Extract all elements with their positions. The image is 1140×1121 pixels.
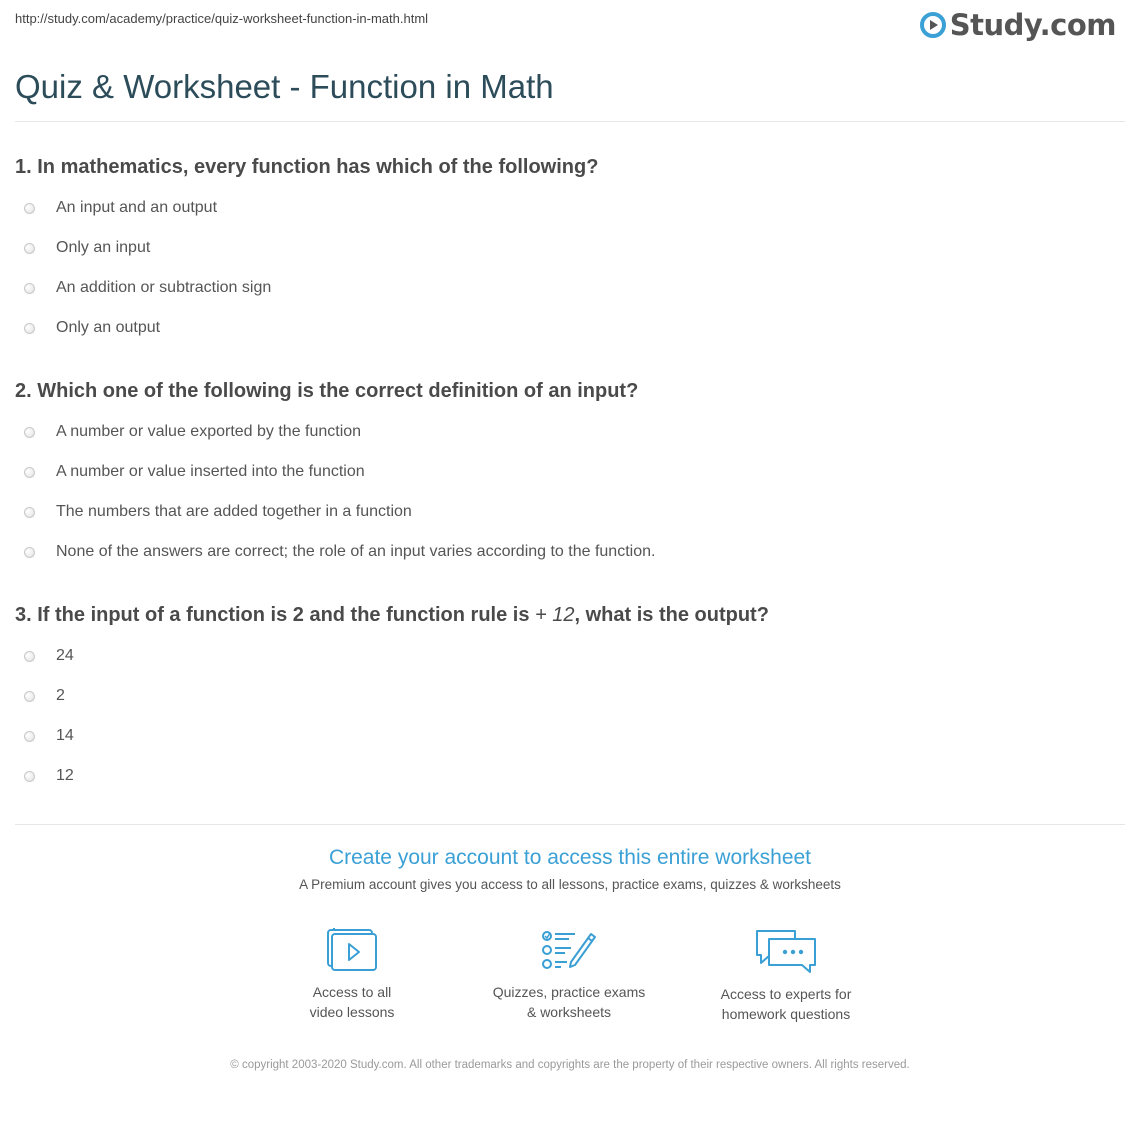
play-circle-icon	[920, 12, 946, 38]
feature-quizzes	[469, 928, 669, 1022]
answer-options	[15, 412, 1125, 572]
question-text: 2. Which one of the following is the correct definition of an input?	[15, 380, 639, 402]
answer-option[interactable]	[15, 532, 1125, 572]
feature-label-line: Access to experts for	[720, 986, 852, 1002]
answer-label: Only an output	[56, 319, 161, 336]
chat-bubbles-icon	[754, 928, 818, 974]
source-url: http://study.com/academy/practice/quiz-worksheet-function-in-math.html	[15, 11, 429, 26]
answer-label: Only an input	[56, 239, 151, 256]
feature-label	[469, 982, 669, 1022]
feature-label-line: homework questions	[721, 1006, 851, 1022]
question-text-start: 3. If the input of a function is 2 and the function rule is	[15, 604, 536, 626]
create-account-link[interactable]: Create your account to access this entire worksheet	[328, 846, 812, 869]
feature-label-line: Access to all	[312, 984, 392, 1000]
promo-subheading: A Premium account gives you access to all lessons, practice exams, quizzes & worksheets	[299, 877, 841, 892]
radio-button[interactable]	[24, 283, 35, 294]
copyright-notice: © copyright 2003-2020 Study.com. All other trademarks and copyrights are the property of their respective owners. All rights reserved.	[230, 1059, 910, 1071]
question-text	[15, 601, 1125, 629]
radio-button[interactable]	[24, 507, 35, 518]
radio-button[interactable]	[24, 691, 35, 702]
feature-label-line: Quizzes, practice exams	[492, 984, 646, 1000]
divider	[15, 121, 1125, 122]
divider	[15, 824, 1125, 825]
answer-options	[15, 636, 1125, 796]
radio-button[interactable]	[24, 243, 35, 254]
answer-label: A number or value inserted into the function	[56, 463, 365, 480]
radio-button[interactable]	[24, 771, 35, 782]
answer-label: 14	[56, 727, 74, 744]
radio-button[interactable]	[24, 203, 35, 214]
question-1	[15, 153, 1125, 348]
answer-option[interactable]	[15, 756, 1125, 796]
radio-button[interactable]	[24, 651, 35, 662]
radio-button[interactable]	[24, 467, 35, 478]
feature-label	[252, 982, 452, 1022]
video-lesson-icon	[326, 928, 378, 972]
feature-label-line: video lessons	[309, 1004, 395, 1020]
answer-option[interactable]	[15, 492, 1125, 532]
answer-option[interactable]	[15, 676, 1125, 716]
answer-option[interactable]	[15, 716, 1125, 756]
answer-option[interactable]	[15, 308, 1125, 348]
answer-label: None of the answers are correct; the role of an input varies according to the function.	[56, 543, 656, 560]
answer-option[interactable]	[15, 228, 1125, 268]
radio-button[interactable]	[24, 323, 35, 334]
answer-option[interactable]	[15, 636, 1125, 676]
answer-label: A number or value exported by the function	[56, 423, 362, 440]
answer-label: 2	[56, 687, 65, 704]
study-logo[interactable]	[920, 7, 1116, 43]
function-rule: + 12	[535, 604, 575, 626]
answer-option[interactable]	[15, 412, 1125, 452]
answer-label: 24	[56, 647, 74, 664]
logo-text: Study.com	[949, 8, 1116, 42]
question-3	[15, 601, 1125, 796]
radio-button[interactable]	[24, 547, 35, 558]
answer-label: 12	[56, 767, 74, 784]
feature-label	[686, 984, 886, 1024]
answer-option[interactable]	[15, 268, 1125, 308]
quiz-list-icon	[541, 928, 597, 972]
question-2	[15, 377, 1125, 572]
answer-label: An addition or subtraction sign	[56, 279, 272, 296]
answer-label: The numbers that are added together in a function	[56, 503, 412, 520]
radio-button[interactable]	[24, 427, 35, 438]
question-text-end: , what is the output?	[574, 604, 769, 626]
answer-options	[15, 188, 1125, 348]
question-text: 1. In mathematics, every function has which of the following?	[15, 156, 599, 178]
answer-option[interactable]	[15, 188, 1125, 228]
feature-experts	[686, 928, 886, 1024]
radio-button[interactable]	[24, 731, 35, 742]
feature-video-lessons	[252, 928, 452, 1022]
answer-option[interactable]	[15, 452, 1125, 492]
page-title: Quiz & Worksheet - Function in Math	[15, 68, 554, 105]
answer-label: An input and an output	[56, 199, 218, 216]
feature-label-line: & worksheets	[526, 1004, 612, 1020]
